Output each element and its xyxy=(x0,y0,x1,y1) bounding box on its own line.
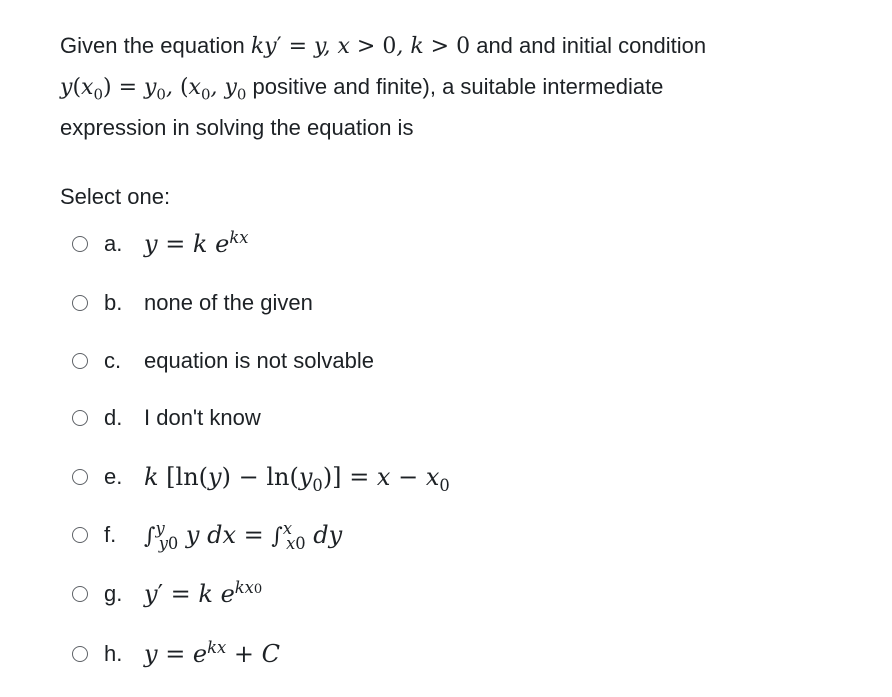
question-tail1: positive and finite), a suitable intermediate xyxy=(246,74,664,99)
question-mid: and and initial condition xyxy=(470,33,707,58)
radio-button-c[interactable] xyxy=(72,353,88,369)
option-b[interactable] xyxy=(72,286,313,320)
radio-button-g[interactable] xyxy=(72,586,88,602)
question-equation: ky′ = y, x > 0, k > 0 xyxy=(250,34,471,59)
option-d[interactable] xyxy=(72,401,261,435)
option-d-text: I don't know xyxy=(144,405,261,430)
radio-button-e[interactable] xyxy=(72,469,88,485)
option-g-math: y′ = k $e^{kx0}$ xyxy=(144,578,263,608)
question-tail2: expression in solving the equation is xyxy=(60,115,414,140)
radio-button-f[interactable] xyxy=(72,527,88,543)
radio-button-h[interactable] xyxy=(72,646,88,662)
question-intro: Given the equation xyxy=(60,33,251,58)
option-f[interactable] xyxy=(72,518,342,552)
option-letter-d: d. xyxy=(104,405,123,430)
option-c-text: equation is not solvable xyxy=(144,348,374,373)
radio-button-d[interactable] xyxy=(72,410,88,426)
radio-button-a[interactable] xyxy=(72,236,88,252)
option-letter-a: a. xyxy=(104,231,123,256)
option-e[interactable] xyxy=(72,460,450,494)
option-b-text: none of the given xyxy=(144,290,313,315)
option-g[interactable] xyxy=(72,577,262,611)
option-h[interactable] xyxy=(72,637,280,671)
select-one-label: Select one: xyxy=(60,184,171,209)
radio-button-b[interactable] xyxy=(72,295,88,311)
option-c[interactable] xyxy=(72,344,374,378)
option-letter-g: g. xyxy=(104,581,123,606)
option-f-math: ∫$^y_{y0}$ y dx = ∫$^x_{x0}$ dy xyxy=(144,519,343,553)
option-a-math: y = k $e^{kx}$ xyxy=(144,228,249,258)
option-letter-c: c. xyxy=(104,348,122,373)
option-h-math: $y = e^{kx} + C$ xyxy=(144,638,280,668)
option-a[interactable] xyxy=(72,227,248,261)
initial-condition: $y(x_0) = y_0$, ($x_0$, $y_0$ xyxy=(60,75,247,104)
question-text xyxy=(60,26,860,148)
option-e-math: k $[\ln(y) - \ln(y_0)] = x - x_0$ xyxy=(144,463,450,495)
option-letter-h: h. xyxy=(104,641,123,666)
option-letter-b: b. xyxy=(104,290,123,315)
option-letter-e: e. xyxy=(104,464,123,489)
option-letter-f: f. xyxy=(104,522,117,547)
